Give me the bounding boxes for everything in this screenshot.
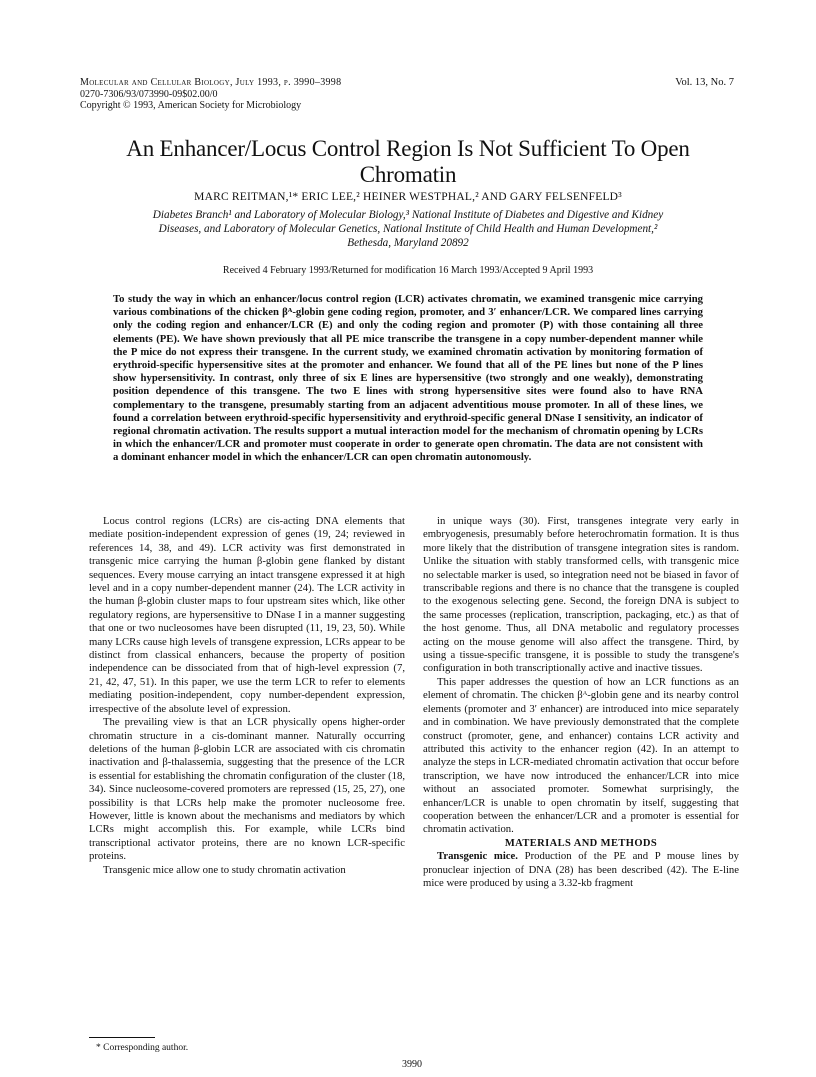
footnote: * Corresponding author.: [96, 1043, 189, 1053]
paragraph: The prevailing view is that an LCR physically opens higher-order chromatin structure in a cis-dominant manner. Naturally occurring deletions of the human β-globin LCR are associated with cis chromatin inactivation and β-thalassemia, suggesting that the presence of the LCR is essential for establishing the chromatin configuration of the cluster (18, 34). Since nucleosome-covered promoters are repressed (15, 25, 27), one possibility is that LCRs help make the promoter nucleosome free. However, little is known about the mechanisms and mediators by which LCRs might accomplish this. For example, while LCRs bind transcriptional activator proteins, there are no known LCR-specific proteins.: [89, 716, 405, 863]
paragraph: Transgenic mice allow one to study chromatin activation: [103, 863, 346, 876]
running-header: [80, 77, 500, 112]
right-column: [423, 515, 739, 890]
affiliations: Diabetes Branch¹ and Laboratory of Molecular Biology,³ National Institute of Diabetes and Digestive and Kidney Diseases, and Laboratory of Molecular Genetics, National Institute of Child Health and Human Development,² Bethesda, Maryland 20892: [152, 209, 664, 249]
paragraph: [423, 850, 739, 890]
page-number-wrap: [0, 1059, 816, 1070]
author-list: MARC REITMAN,¹* ERIC LEE,² HEINER WESTPHAL,² AND GARY FELSENFELD³: [194, 191, 622, 203]
section-heading: MATERIALS AND METHODS: [504, 837, 658, 849]
paragraph: This paper addresses the question of how an LCR functions as an element of chromatin. The chicken βᴬ-globin gene and its nearby control elements (promoter and 3′ enhancer) are introduced into mice separately and in combination. We have previously demonstrated that the complete construct (promoter, gene, and enhancer) contains LCR activity and attributed this activity to the enhancer region (42). In an attempt to analyze the steps in LCR-mediated chromatin activation that occur before transcription, we have now introduced the enhancer/LCR into mice without an associated promoter. Somewhat surprisingly, the enhancer/LCR is unable to open chromatin by itself, suggesting that cooperation between the enhancer/LCR and a promoter is essential for chromatin activation.: [423, 675, 739, 836]
paragraph: Locus control regions (LCRs) are cis-acting DNA elements that mediate position-independent expression of genes (19, 24; reviewed in references 14, 38, and 49). LCR activity was first demonstrated in transgenic mice carrying the human β-globin gene flanked by distant sequences. Every mouse carrying an intact transgene expressed it at high level and in a copy number-dependent manner (24). The LCR activity in the human β-globin cluster maps to four upstream sites which, like other regulatory regions, are hypersensitive to DNase I in a manner suggesting that one or two nucleosomes have been disrupted (11, 19, 23, 50). While many LCRs cause high levels of transgene expression, LCRs appear to be distinct from classical enhancers, because the property of position independence can be dissociated from that of high-level expression (7, 21, 42, 47, 51). In this paper, we use the term LCR to refer to elements mediating position-independent, copy number-dependent expression, irrespective of the absolute level of expression.: [89, 515, 405, 715]
abstract: To study the way in which an enhancer/locus control region (LCR) activates chromatin, we examined transgenic mice carrying various combinations of the chicken βᴬ-globin gene coding region, promoter, and 3′ enhancer/LCR. We compared lines carrying only the coding region and enhancer/LCR (E) and only the coding region and promoter (P) with those containing all three elements (PE). We have shown previously that all PE mice transcribe the transgene in a copy number-dependent manner while the P mice do not express their transgene. In the current study, we examined chromatin activation by monitoring formation of erythroid-specific hypersensitive sites at the promoter and enhancer. We found that all of the PE lines but none of the P lines show hypersensitivity. In contrast, only three of six E lines are hypersensitive (two strongly and one weakly), demonstrating position dependence of this transgene. The two E lines with strong hypersensitive sites were found also to have RNA complementary to the transgene, presumably starting from an adjacent adventitious mouse promoter. In all of these lines, we found a correlation between erythroid-specific hypersensitivity and erythroid-specific general DNase I sensitivity, an indicator of regional chromatin activation. The results support a mutual interaction model for the mechanism of chromatin opening by LCRs in which the enhancer/LCR and promoter must cooperate in order to generate open chromatin. The data are not consistent with a dominant enhancer model in which the enhancer/LCR can open chromatin autonomously.: [113, 293, 703, 464]
footnote-divider: [89, 1037, 155, 1038]
left-column: [89, 515, 405, 877]
copyright-line: Copyright © 1993, American Society for Microbiology: [80, 100, 302, 111]
page-number: 3990: [402, 1059, 422, 1070]
received-dates: Received 4 February 1993/Returned for modification 16 March 1993/Accepted 9 April 1993: [222, 265, 594, 276]
subsection-runin: Transgenic mice.: [437, 850, 518, 863]
volume-label: Vol. 13, No. 7: [675, 77, 734, 88]
journal-citation: Molecular and Cellular Biology, July 1993, p. 3990–3998: [80, 77, 342, 88]
paragraph-text: Production of the PE and P mouse lines by pronuclear injection of DNA (28) has been described (42). The E-line mice were produced by using a 3.32-kb fragment: [423, 850, 739, 889]
article-code: 0270-7306/93/073990-09$02.00/0: [80, 88, 218, 100]
paragraph: in unique ways (30). First, transgenes integrate very early in embryogenesis, presumably before heterochromatin formation. It is thus more likely that the distribution of transgene integration sites is random. Unlike the situation with stably transformed cells, with transgenic mice no selectable marker is used, so integration need not be biased in favor of transcribable regions and there is no chance that the transgene is coupled to the exogenous selecting gene. Second, the foreign DNA is subject to the same processes (replication, transcription, packaging, etc.) as that of the host genome. Thus, all DNA metabolic and regulatory processes acting on the mouse genome will also affect the transgene. Third, by using a tissue-specific transgene, it is possible to study the transgene's configuration in both transcriptionally active and inactive tissues.: [423, 515, 739, 675]
article-title: An Enhancer/Locus Control Region Is Not Sufficient To Open Chromatin: [126, 136, 690, 187]
